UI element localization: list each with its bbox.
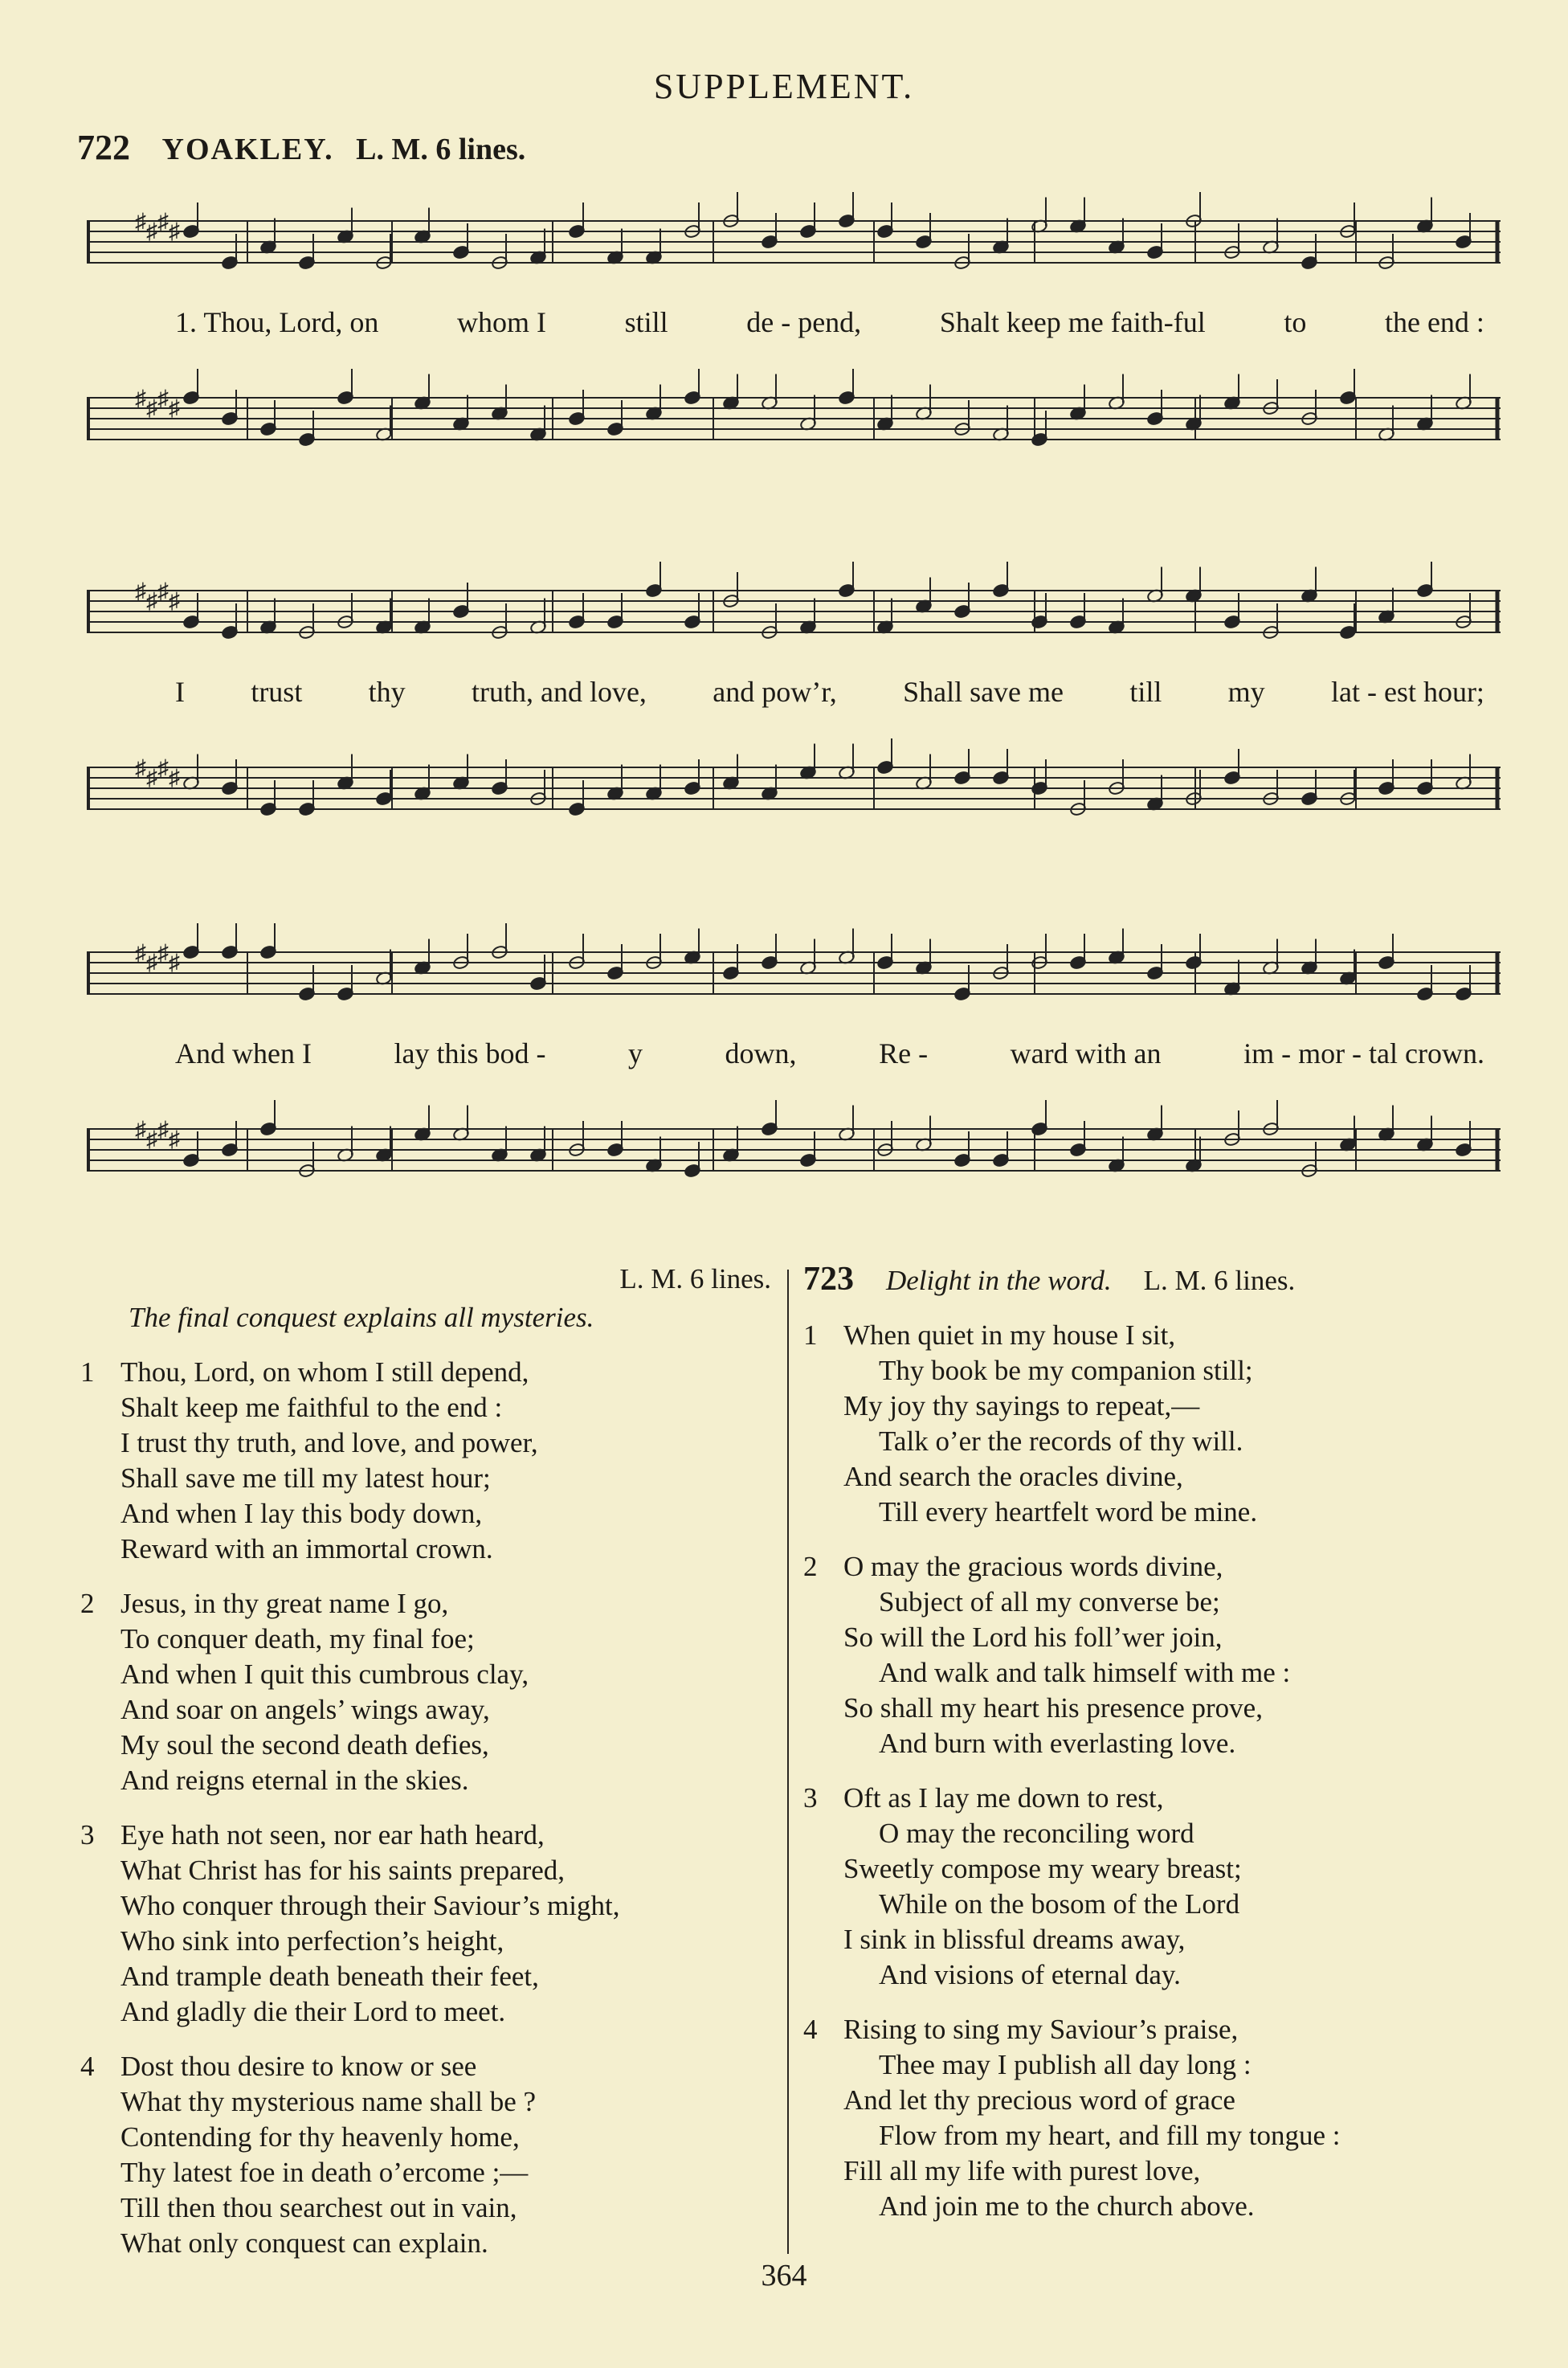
svg-text:♯: ♯ bbox=[157, 1118, 169, 1143]
verse-line: What Christ has for his saints prepared, bbox=[120, 1855, 566, 1886]
verse-line: Fill all my life with purest love, bbox=[843, 2155, 1201, 2186]
lyric-syllable: to bbox=[1284, 306, 1307, 338]
verse-line: Thy book be my companion still; bbox=[879, 1355, 1253, 1386]
svg-text:♯: ♯ bbox=[135, 756, 146, 781]
lyric-syllable: Shalt keep me faith-ful bbox=[939, 306, 1206, 338]
left-hymn-meter: L. M. 6 lines. bbox=[619, 1263, 771, 1294]
svg-text:♯: ♯ bbox=[157, 210, 169, 235]
svg-text:♯: ♯ bbox=[157, 941, 169, 966]
svg-text:♯: ♯ bbox=[135, 210, 146, 235]
left-stanzas bbox=[80, 1355, 771, 2261]
verse-line: Subject of all my converse be; bbox=[879, 1586, 1220, 1618]
svg-text:♯: ♯ bbox=[169, 1127, 180, 1152]
svg-text:♯: ♯ bbox=[169, 589, 180, 614]
svg-text:♯: ♯ bbox=[135, 941, 146, 966]
lyric-syllable: im - mor - tal crown. bbox=[1243, 1037, 1484, 1069]
verse-line: And burn with everlasting love. bbox=[879, 1728, 1236, 1759]
verse-line: Rising to sing my Saviour’s praise, bbox=[843, 2014, 1239, 2045]
verse-line: So will the Lord his foll’wer join, bbox=[843, 1622, 1223, 1653]
stanza bbox=[80, 1818, 771, 2030]
verse-line: Shall save me till my latest hour; bbox=[120, 1462, 491, 1494]
lyric-line bbox=[87, 1037, 1501, 1070]
verse-line: And let thy precious word of grace bbox=[843, 2084, 1235, 2116]
stanza-number: 3 bbox=[80, 1819, 95, 1851]
lyric-syllable: de - pend, bbox=[746, 306, 862, 338]
verse-line: And join me to the church above. bbox=[879, 2190, 1255, 2222]
verse-line: And reigns eternal in the skies. bbox=[120, 1765, 469, 1796]
stanza-number: 2 bbox=[803, 1551, 818, 1582]
verse-line: Thou, Lord, on whom I still depend, bbox=[120, 1356, 529, 1388]
stanza bbox=[80, 1355, 771, 1567]
stanza bbox=[803, 1781, 1510, 1993]
svg-text:♯: ♯ bbox=[157, 756, 169, 781]
svg-text:♯: ♯ bbox=[146, 1127, 157, 1152]
stanza bbox=[803, 1549, 1510, 1761]
stanza-number: 4 bbox=[803, 2014, 818, 2045]
tune-name: YOAKLEY. bbox=[161, 133, 334, 166]
verse-line: Dost thou desire to know or see bbox=[120, 2051, 477, 2082]
verse-line: Thee may I publish all day long : bbox=[879, 2049, 1252, 2080]
verse-line: Shalt keep me faithful to the end : bbox=[120, 1392, 503, 1423]
lyric-syllable: lat - est hour; bbox=[1330, 676, 1484, 708]
stanza bbox=[803, 1318, 1510, 1530]
verse-line: And trample death beneath their feet, bbox=[120, 1961, 539, 1992]
verse-line: Talk o’er the records of thy will. bbox=[879, 1425, 1243, 1457]
running-head: SUPPLEMENT. bbox=[653, 67, 915, 106]
verse-line: What thy mysterious name shall be ? bbox=[120, 2086, 537, 2117]
svg-text:♯: ♯ bbox=[169, 951, 180, 975]
svg-text:♯: ♯ bbox=[146, 766, 157, 791]
svg-text:♯: ♯ bbox=[169, 396, 180, 421]
verse-line: Sweetly compose my weary breast; bbox=[843, 1853, 1242, 1884]
lyric-syllable: Re - bbox=[879, 1037, 929, 1069]
lyric-syllable: trust bbox=[251, 676, 303, 708]
verse-line: What only conquest can explain. bbox=[120, 2227, 488, 2259]
column-rule bbox=[787, 1270, 789, 2254]
page-number: 364 bbox=[761, 2259, 807, 2292]
verse-line: Till every heartfelt word be mine. bbox=[879, 1496, 1258, 1528]
right-hymn-meter: L. M. 6 lines. bbox=[1143, 1265, 1296, 1296]
lyric-syllable: y bbox=[628, 1037, 643, 1069]
bass-staff bbox=[87, 731, 1501, 852]
verse-line: To conquer death, my final foe; bbox=[120, 1623, 475, 1654]
svg-text:♯: ♯ bbox=[157, 386, 169, 411]
verse-line: And when I lay this body down, bbox=[120, 1498, 483, 1529]
svg-text:♯: ♯ bbox=[169, 219, 180, 244]
right-stanzas bbox=[803, 1318, 1510, 2224]
stanza bbox=[80, 2049, 771, 2261]
bass-staff bbox=[87, 362, 1501, 482]
lyric-syllable: truth, and love, bbox=[471, 676, 647, 708]
verse-line: Jesus, in thy great name I go, bbox=[120, 1588, 449, 1619]
stanza-number: 1 bbox=[80, 1356, 95, 1388]
svg-text:♯: ♯ bbox=[169, 766, 180, 791]
verse-line: When quiet in my house I sit, bbox=[843, 1319, 1176, 1351]
lyric-syllable: still bbox=[624, 306, 668, 338]
left-hymn bbox=[80, 1262, 771, 2261]
verse-line: Eye hath not seen, nor ear hath heard, bbox=[120, 1819, 545, 1851]
stanza-number: 4 bbox=[80, 2051, 95, 2082]
stanza bbox=[80, 1586, 771, 1798]
verse-line: Who sink into perfection’s height, bbox=[120, 1925, 504, 1957]
svg-text:♯: ♯ bbox=[135, 386, 146, 411]
verse-line: Thy latest foe in death o’ercome ;— bbox=[120, 2157, 529, 2188]
verse-line: And when I quit this cumbrous clay, bbox=[120, 1658, 529, 1690]
verse-line: O may the reconciling word bbox=[879, 1818, 1194, 1849]
stanza-number: 1 bbox=[803, 1319, 818, 1351]
verse-line: My soul the second death defies, bbox=[120, 1729, 489, 1761]
lyric-syllable: lay this bod - bbox=[394, 1037, 546, 1069]
bass-staff bbox=[87, 1093, 1501, 1213]
verse-line: And visions of eternal day. bbox=[879, 1959, 1181, 1990]
right-hymn-number: 723 bbox=[803, 1261, 854, 1298]
verse-line: Till then thou searchest out in vain, bbox=[120, 2192, 517, 2223]
lyric-syllable: the end : bbox=[1384, 306, 1484, 338]
svg-text:♯: ♯ bbox=[146, 589, 157, 614]
stanza-number: 2 bbox=[80, 1588, 95, 1619]
verse-line: And soar on angels’ wings away, bbox=[120, 1694, 490, 1725]
left-hymn-subtitle: The final conquest explains all mysteries. bbox=[129, 1302, 594, 1333]
svg-text:♯: ♯ bbox=[146, 219, 157, 244]
lyric-syllable: ward with an bbox=[1010, 1037, 1162, 1069]
verse-line: And search the oracles divine, bbox=[843, 1461, 1183, 1492]
right-hymn bbox=[803, 1262, 1510, 2224]
lyric-syllable: 1. Thou, Lord, on bbox=[175, 306, 379, 338]
lyric-line bbox=[87, 305, 1501, 339]
verse-line: Flow from my heart, and fill my tongue : bbox=[879, 2120, 1341, 2151]
verse-line: Contending for thy heavenly home, bbox=[120, 2121, 520, 2153]
lyric-syllable: whom I bbox=[456, 306, 546, 338]
lyric-syllable: thy bbox=[368, 676, 406, 708]
lyric-syllable: till bbox=[1129, 676, 1162, 708]
tune-number: 722 bbox=[77, 128, 130, 167]
verse-line: Oft as I lay me down to rest, bbox=[843, 1782, 1164, 1814]
svg-text:♯: ♯ bbox=[146, 396, 157, 421]
tune-meter: L. M. 6 lines. bbox=[356, 133, 526, 166]
lyric-line bbox=[87, 675, 1501, 709]
lyric-syllable: down, bbox=[725, 1037, 797, 1069]
lyric-syllable: my bbox=[1227, 676, 1265, 708]
svg-text:♯: ♯ bbox=[135, 579, 146, 604]
lyric-syllable: I bbox=[175, 676, 185, 708]
treble-staff bbox=[87, 554, 1501, 675]
lyric-syllable: Shall save me bbox=[903, 676, 1064, 708]
verse-line: And gladly die their Lord to meet. bbox=[120, 1996, 506, 2027]
verse-line: Reward with an immortal crown. bbox=[120, 1533, 493, 1564]
verse-line: I trust thy truth, and love, and power, bbox=[120, 1427, 538, 1458]
verse-line: While on the bosom of the Lord bbox=[879, 1888, 1240, 1920]
stanza-number: 3 bbox=[803, 1782, 818, 1814]
verse-line: Who conquer through their Saviour’s might, bbox=[120, 1890, 620, 1921]
right-hymn-title: Delight in the word. bbox=[886, 1265, 1112, 1296]
treble-staff bbox=[87, 185, 1501, 305]
verse-line: And walk and talk himself with me : bbox=[879, 1657, 1291, 1688]
stanza bbox=[803, 2012, 1510, 2224]
verse-line: So shall my heart his presence prove, bbox=[843, 1692, 1263, 1724]
lyric-syllable: and pow’r, bbox=[713, 676, 837, 708]
verse-line: My joy thy sayings to repeat,— bbox=[843, 1390, 1200, 1421]
tune-header bbox=[77, 127, 525, 168]
svg-text:♯: ♯ bbox=[157, 579, 169, 604]
verse-line: O may the gracious words divine, bbox=[843, 1551, 1223, 1582]
verse-line: I sink in blissful dreams away, bbox=[843, 1924, 1186, 1955]
svg-text:♯: ♯ bbox=[135, 1118, 146, 1143]
lyric-syllable: And when I bbox=[175, 1037, 312, 1069]
svg-text:♯: ♯ bbox=[146, 951, 157, 975]
treble-staff bbox=[87, 916, 1501, 1037]
right-hymn-header bbox=[803, 1262, 1510, 1299]
